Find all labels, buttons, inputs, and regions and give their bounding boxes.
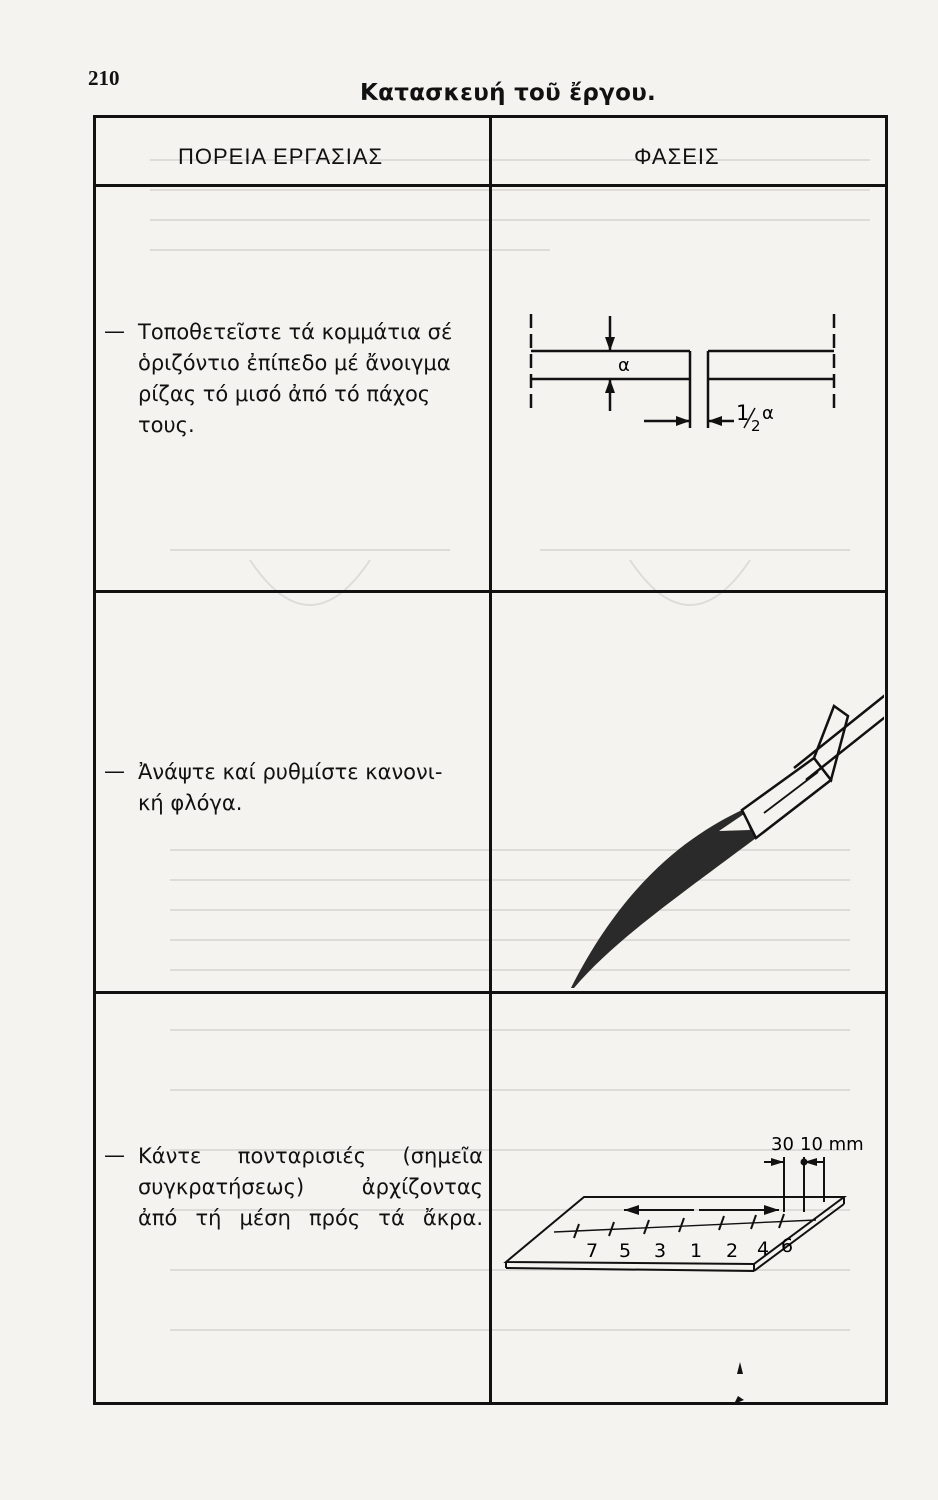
header-divider (96, 184, 885, 187)
row-3-dash: — (104, 1143, 125, 1167)
row-2-dash: — (104, 759, 125, 783)
header-phases: ΦΑΣΕΙΣ (634, 144, 720, 169)
tack-mark-2 (719, 1216, 724, 1230)
root-gap-figure (494, 196, 884, 586)
arrow-right-head (764, 1205, 779, 1215)
tack-sequence-figure (494, 1002, 884, 1402)
tack-mark-1 (679, 1218, 684, 1232)
page-heading: Κατασκευή τοῦ ἔργου. (360, 80, 657, 106)
tack-mark-4 (751, 1215, 756, 1229)
gap-label-whole: 1 (736, 401, 750, 425)
row-3-line-1: Κάντε πονταρισιές (σημεῖα (138, 1144, 483, 1168)
row-divider-2 (96, 991, 885, 994)
gap-arrow-right (708, 416, 722, 426)
tack-label-3: 3 (654, 1240, 667, 1262)
tack-label-1: 1 (690, 1240, 703, 1262)
thickness-label: α (618, 355, 630, 376)
tack-label-5: 5 (619, 1240, 632, 1262)
header-procedure: ΠΟΡΕΙΑ ΕΡΓΑΣΙΑΣ (178, 144, 384, 169)
procedure-table (93, 115, 888, 1405)
thickness-arrow-top (605, 337, 615, 351)
row-1-line-3: ρίζας τό μισό ἀπό τό πάχος (138, 382, 431, 406)
row-1-line-1: Τοποθετεῖστε τά κομμάτια σέ (138, 320, 453, 344)
tack-label-2: 2 (726, 1240, 739, 1262)
row-2-line-2: κή φλόγα. (138, 791, 243, 815)
row-1-line-4: τους. (138, 413, 195, 437)
outer-flame-shape (566, 810, 756, 988)
plate-top-face (506, 1197, 844, 1264)
row-3-text (138, 1141, 483, 1234)
plate-side-bottom (506, 1268, 754, 1271)
stray-mark-2 (737, 1362, 743, 1374)
dim-label-30: 30 (771, 1134, 794, 1155)
page-number: 210 (88, 66, 120, 90)
row-1-text (138, 317, 483, 441)
row-1-line-2: ὁριζόντιο ἐπίπεδο μέ ἄνοιγμα (138, 351, 451, 375)
row-3-line-2: συγκρατήσεως) ἀρχίζοντας (138, 1175, 483, 1199)
stray-mark-1 (734, 1396, 744, 1402)
row-1-dash: — (104, 319, 125, 343)
tack-label-6: 6 (781, 1235, 794, 1257)
column-divider (489, 118, 492, 1402)
row-3-line-3: ἀπό τή μέση πρός τά ἄκρα. (138, 1206, 483, 1230)
gap-arrow-left (676, 416, 690, 426)
dim-label-10mm: 10 mm (800, 1134, 864, 1155)
dim-dot (801, 1159, 808, 1166)
dim-arrow-1 (771, 1158, 784, 1166)
thickness-arrow-bottom (605, 379, 615, 393)
gap-label-suffix: α (762, 403, 774, 424)
weld-seam (554, 1220, 816, 1232)
row-divider-1 (96, 590, 885, 593)
arrow-left-head (624, 1205, 639, 1215)
row-2-text (138, 757, 483, 819)
tack-label-4: 4 (757, 1238, 770, 1260)
row-2-line-1: Ἀνάψτε καί ρυθμίστε κανονι- (138, 760, 443, 784)
tack-label-7: 7 (586, 1240, 599, 1262)
torch-flame-figure (494, 598, 884, 988)
gap-label-half: 2 (751, 417, 761, 435)
